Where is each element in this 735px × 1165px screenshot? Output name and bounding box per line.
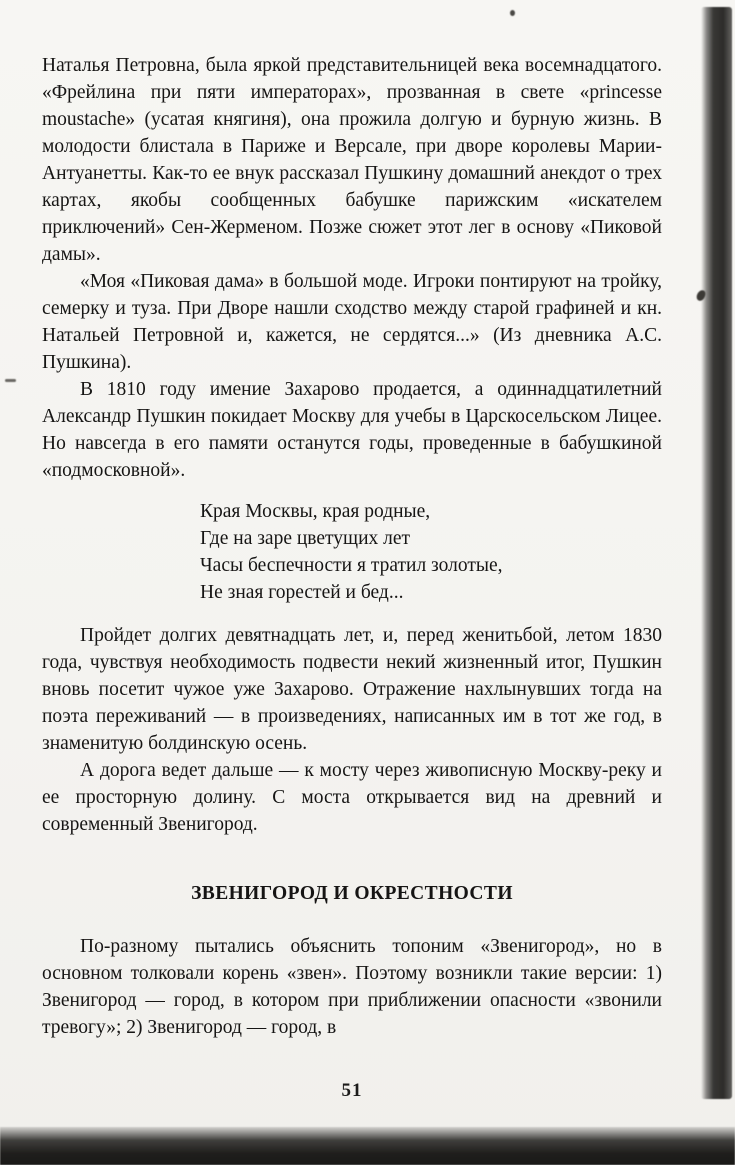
- margin-mark: [5, 379, 16, 382]
- paragraph-1830: Пройдет долгих девятнадцать лет, и, перед женитьбой, летом 1830 года, чувствуя необходимость подвести некий жизненный итог, Пушкин вновь посетит чужое уже Захарово. Отражение нахлынувших тогда на поэта переживаний — в произведениях, написанных им в тот же год, в знаменитую болдинскую осень.: [42, 625, 662, 754]
- paragraph-diary-quote: «Моя «Пиковая дама» в большой моде. Игроки понтируют на тройку, семерку и туза. При Дворе нашли сходство между старой графиней и кн. Натальей Петровной и, кажется, не сердятся...» (Из дневника А.С. Пушкина).: [42, 271, 662, 373]
- verse-line: Где на заре цветущих лет: [200, 528, 411, 549]
- verse-quote: [200, 498, 662, 606]
- verse-line: Не зная горестей и бед...: [200, 582, 404, 603]
- verse-line: Часы беспечности я тратил золотые,: [200, 555, 503, 576]
- paragraph-toponym: По-разному пытались объяснить топоним «Звенигород», но в основном толковали корень «звен». Поэтому возникли такие версии: 1) Звенигород — город, в котором при приближении опасности «звонили тревогу»; 2) Звенигород — город, в: [42, 936, 662, 1038]
- paragraph-zakharovo: В 1810 году имение Захарово продается, а одиннадцатилетний Александр Пушкин покидает Москву для учебы в Царскосельском Лицее. Но навсегда в его памяти останутся годы, проведенные в бабушкиной «подмосковной».: [42, 379, 662, 481]
- paragraph-road: А дорога ведет дальше — к мосту через живописную Москву-реку и ее просторную долину. С моста открывается вид на древний и современный Звенигород.: [42, 760, 662, 835]
- verse-line: Края Москвы, края родные,: [200, 501, 431, 522]
- paragraph-continuation: Наталья Петровна, была яркой представительницей века восемнадцатого. «Фрейлина при пяти императорах», прозванная в свете «princesse moustache» (усатая княгиня), она прожила долгую и бурную жизнь. В молодости блистала в Париже и Версале, при дворе королевы Марии-Антуанетты. Как-то ее внук рассказал Пушкину домашний анекдот о трех картах, якобы сообщенных бабушке парижским «искателем приключений» Сен-Жерменом. Позже сюжет этот лег в основу «Пиковой дамы».: [42, 55, 662, 265]
- dust-speck: [510, 10, 515, 16]
- section-heading: ЗВЕНИГОРОД И ОКРЕСТНОСТИ: [191, 883, 513, 904]
- text-column: [42, 52, 662, 1041]
- scan-shadow-bottom: [0, 1127, 735, 1165]
- scan-shadow-right: [701, 7, 732, 1099]
- page-number: 51: [341, 1080, 363, 1101]
